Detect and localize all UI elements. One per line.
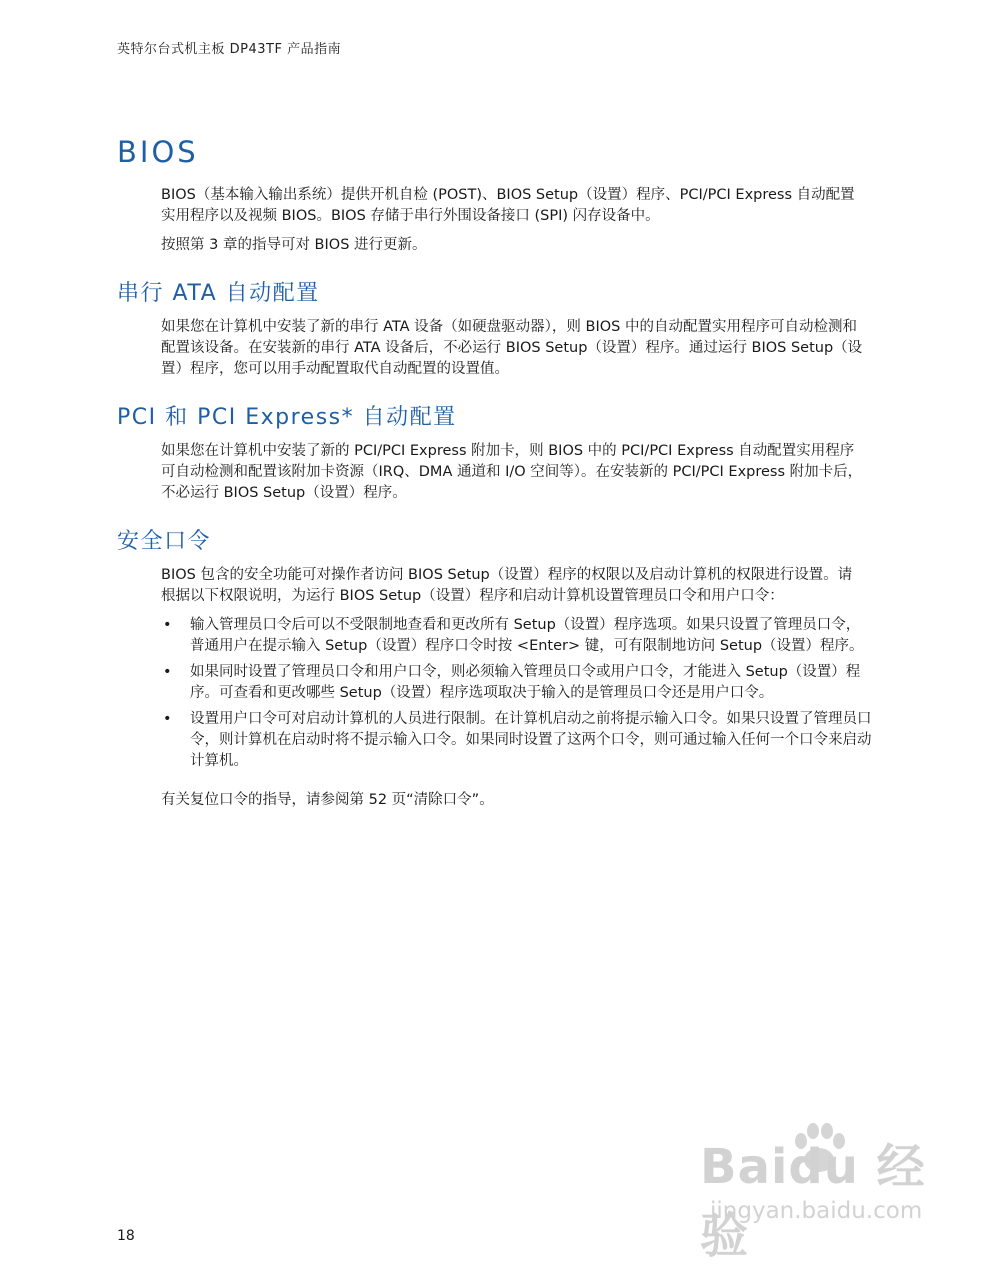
- sata-paragraph: 如果您在计算机中安装了新的串行 ATA 设备（如硬盘驱动器），则 BIOS 中的自动配置实用程序可自动检测和配置该设备。在安装新的串行 ATA 设备后，不必运行 BIOS Setup（设置）程序。通过运行 BIOS Setup（设置）程序，您可以用手动配置取代自动配置的设置值。: [161, 319, 863, 377]
- bios-paragraph-2: 按照第 3 章的指导可对 BIOS 进行更新。: [161, 237, 427, 253]
- pci-paragraph: 如果您在计算机中安装了新的 PCI/PCI Express 附加卡，则 BIOS 中的 PCI/PCI Express 自动配置实用程序可自动检测和配置该附加卡资源（IRQ、DMA 通道和 I/O 空间等）。在安装新的 PCI/PCI Express 附加卡后，不必运行 BIOS Setup（设置）程序。: [161, 443, 863, 501]
- sata-heading: 串行 ATA 自动配置: [117, 281, 320, 306]
- security-heading: 安全口令: [117, 529, 212, 554]
- security-bullet-text: 输入管理员口令后可以不受限制地查看和更改所有 Setup（设置）程序选项。如果只设置了管理员口令，普通用户在提示输入 Setup（设置）程序口令时按 <Enter> 键，可有限制地访问 Setup（设置）程序。: [190, 617, 864, 654]
- page-content: [117, 135, 877, 831]
- watermark-logo-text: Baidu 经验: [700, 1139, 926, 1264]
- security-paragraph-1: BIOS 包含的安全功能可对操作者访问 BIOS Setup（设置）程序的权限以及启动计算机的权限进行设置。请根据以下权限说明，为运行 BIOS Setup（设置）程序和启动计算机设置管理员口令和用户口令：: [161, 567, 853, 604]
- bullet-icon: •: [163, 711, 172, 727]
- bullet-icon: •: [163, 664, 172, 680]
- page-number: 18: [117, 1228, 135, 1244]
- pci-heading: PCI 和 PCI Express* 自动配置: [117, 405, 457, 430]
- security-bullet-item: [161, 709, 873, 772]
- section-bios: [117, 135, 877, 256]
- baidu-watermark: [700, 1128, 940, 1264]
- security-bullet-text: 设置用户口令可对启动计算机的人员进行限制。在计算机启动之前将提示输入口令。如果只设置了管理员口令，则计算机在启动时将不提示输入口令。如果同时设置了这两个口令，则可通过输入任何一个口令来启动计算机。: [190, 711, 872, 769]
- security-bullet-item: [161, 662, 873, 704]
- security-paragraph-2: 有关复位口令的指导，请参阅第 52 页“清除口令”。: [161, 792, 494, 808]
- section-sata: [117, 276, 877, 380]
- document-header: 英特尔台式机主板 DP43TF 产品指南: [117, 42, 342, 57]
- security-bullet-list: [161, 615, 873, 772]
- security-bullet-item: [161, 615, 873, 657]
- watermark-url: jingyan.baidu.com: [710, 1198, 923, 1224]
- bios-paragraph-1: BIOS（基本输入输出系统）提供开机自检 (POST)、BIOS Setup（设置）程序、PCI/PCI Express 自动配置实用程序以及视频 BIOS。BIOS 存储于串行外围设备接口 (SPI) 闪存设备中。: [161, 187, 855, 224]
- section-pci: [117, 400, 877, 504]
- section-security: [117, 524, 877, 811]
- bullet-icon: •: [163, 617, 172, 633]
- security-bullet-text: 如果同时设置了管理员口令和用户口令，则必须输入管理员口令或用户口令，才能进入 Setup（设置）程序。可查看和更改哪些 Setup（设置）程序选项取决于输入的是管理员口令还是用户口令。: [190, 664, 861, 701]
- bios-heading: BIOS: [117, 135, 199, 169]
